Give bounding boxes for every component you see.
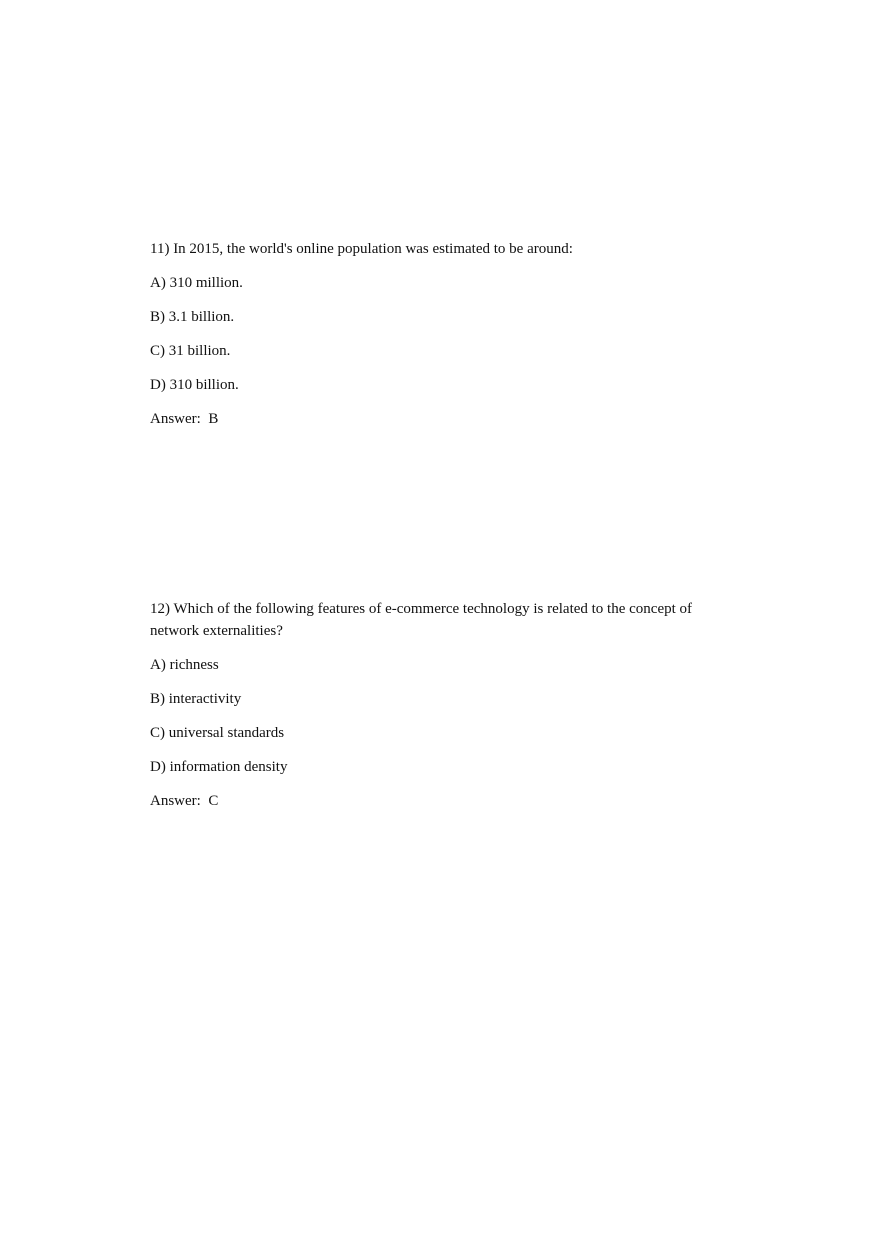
option-d: D) information density — [150, 759, 288, 775]
question-text: 11) In 2015, the world's online population was estimated to be around: — [150, 241, 573, 257]
question-12 — [150, 598, 710, 812]
option-b: B) 3.1 billion. — [150, 309, 235, 325]
question-11 — [150, 238, 710, 430]
option-a: A) 310 million. — [150, 275, 243, 291]
option-c: C) universal standards — [150, 725, 285, 741]
option-list — [150, 654, 710, 778]
option-b: B) interactivity — [150, 691, 242, 707]
question-text: 12) Which of the following features of e-commerce technology is related to the concept of network externalities? — [150, 601, 693, 639]
option-a: A) richness — [150, 657, 219, 673]
option-list — [150, 272, 710, 396]
option-c: C) 31 billion. — [150, 343, 231, 359]
answer: Answer: B — [150, 411, 219, 427]
option-d: D) 310 billion. — [150, 377, 239, 393]
answer: Answer: C — [150, 793, 219, 809]
